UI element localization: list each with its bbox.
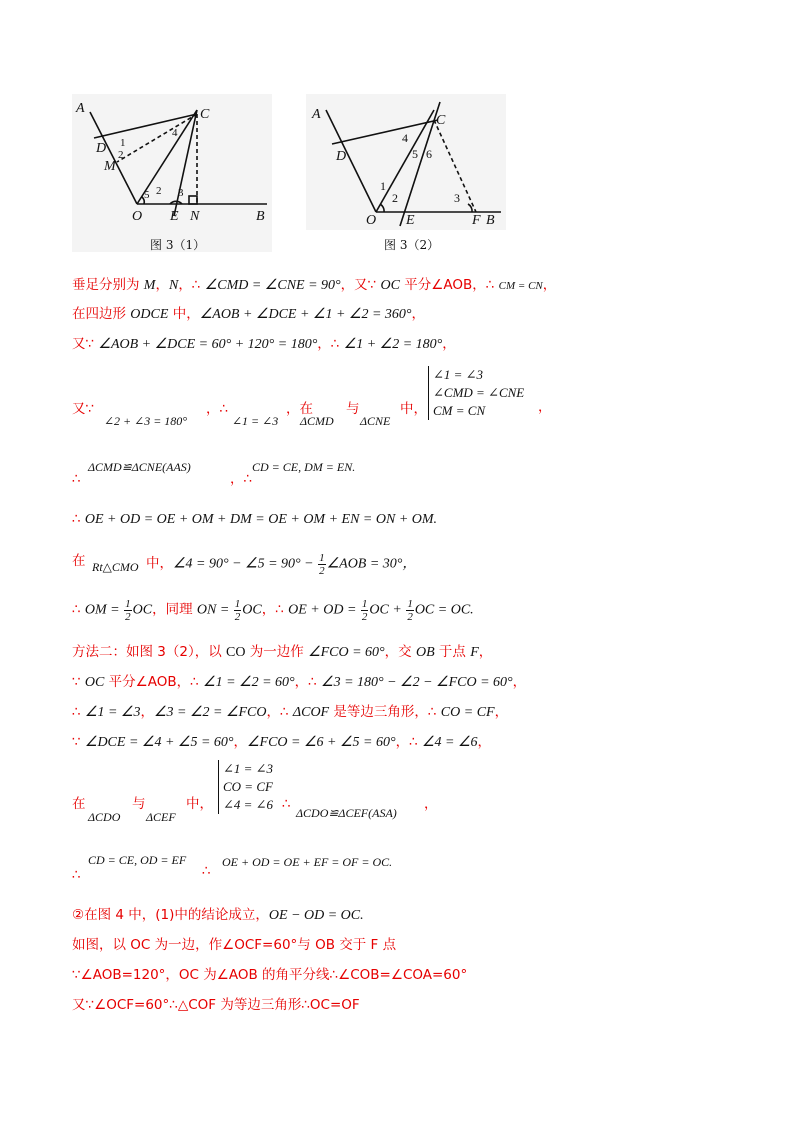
system-1: ∠1 = ∠3 ∠CMD = ∠CNE CM = CN [428, 366, 524, 420]
fig2-angle-5: 5 [412, 147, 418, 161]
fig1-label-B: B [256, 209, 265, 224]
figure-3-2-caption: 图 3（2） [384, 238, 440, 252]
text-line-9: 方法二：如图 3（2），以 CO 为一边作 ∠FCO = 60°，交 OB 于点 F， [72, 644, 493, 660]
l4-sep-5: ， [538, 399, 552, 415]
figure-3-2 [306, 94, 506, 230]
l7-sub: Rt△CMO [92, 560, 139, 574]
text-line-16: 如图，以 OC 为一边，作∠OCF=60°与 OB 交于 F 点 [72, 937, 397, 953]
figure-3-1 [72, 94, 272, 252]
l14-sub-1: CD = CE, OD = EF [88, 853, 187, 867]
text-line-5: ∴ [72, 471, 81, 487]
text-line-14: ∴ [72, 867, 81, 883]
l13-sep-4: ， [424, 796, 438, 812]
fig1-label-N: N [190, 209, 200, 224]
fig2-label-B: B [486, 213, 495, 228]
fig2-label-O: O [366, 213, 377, 228]
l5-sep: ，∴ [230, 471, 253, 487]
system-2: ∠1 = ∠3 CO = CF ∠4 = ∠6 [218, 760, 273, 814]
fig2-angle-4: 4 [402, 131, 408, 145]
text-line-4: 又∵ [72, 401, 95, 417]
fig1-label-M: M [104, 159, 116, 174]
text-line-3: 又∵ ∠AOB + ∠DCE = 60° + 120° = 180°，∴ ∠1 + ∠2 = 180°， [72, 336, 456, 352]
fig1-label-O: O [132, 209, 143, 224]
text-line-8: ∴ OM = $\frac{1}{2}$ OC，同理 ON = $\frac{1}{2}$ OC，∴ OE + OD = $\frac{1}{2}$ OC + $\frac{1}{2}$ OC = OC. [72, 598, 474, 623]
l5-congruence: ΔCMD≌ΔCNE(AAS) [88, 460, 191, 474]
figure-3-2-diagram [306, 94, 506, 230]
fig1-label-A: A [76, 101, 85, 116]
figure-3-1-diagram [72, 94, 272, 252]
l4-sub-3: ΔCMD [300, 414, 334, 428]
l14-sep: ∴ [202, 863, 211, 879]
l4-sep-2: ，在 [286, 401, 313, 417]
l13-sub-2: ΔCEF [146, 810, 176, 824]
fig2-angle-3: 3 [454, 191, 460, 205]
l13-sep-1: 与 [132, 796, 146, 812]
l13-sep-2: 中， [186, 796, 213, 812]
text-line-6: ∴ OE + OD = OE + OM + DM = OE + OM + EN = ON + OM. [72, 511, 438, 527]
fig2-label-A: A [312, 107, 321, 122]
fig1-angle-5: 5 [144, 189, 150, 201]
l7-mid: 中，∠4 = 90° − ∠5 = 90° − $\frac{1}{2}$ ∠AOB = 30°， [146, 552, 417, 577]
l5-result: CD = CE, DM = EN. [252, 460, 356, 474]
fig1-label-D: D [96, 141, 107, 156]
fig2-angle-1: 1 [380, 179, 386, 193]
l4-sep-1: ，∴ [206, 401, 229, 417]
text-line-15: ②在图 4 中，(1)中的结论成立，OE − OD = OC. [72, 907, 364, 923]
l13-sub-1: ΔCDO [88, 810, 121, 824]
l4-sub-1: ∠2 + ∠3 = 180° [104, 414, 188, 428]
text-line-1: 垂足分别为 M，N，∴ ∠CMD = ∠CNE = 90°，又∵ OC 平分∠AOB，∴ CM = CN， [72, 277, 557, 293]
figure-3-1-caption: 图 3（1） [150, 238, 206, 252]
fig2-angle-6: 6 [426, 147, 432, 161]
fig2-label-F: F [472, 213, 481, 228]
fig1-label-C: C [200, 107, 210, 122]
fig1-angle-2: 2 [118, 149, 124, 161]
l13-congruence: ΔCDO≌ΔCEF(ASA) [296, 806, 397, 820]
fig1-angle-2b: 2 [156, 185, 162, 197]
fig2-label-D: D [336, 149, 347, 164]
l4-sub-2: ∠1 = ∠3 [232, 414, 279, 428]
text-line-13: 在 [72, 796, 86, 812]
l4-sep-4: 中， [400, 401, 427, 417]
l14-sub-2: OE + OD = OE + EF = OF = OC. [222, 855, 393, 869]
text-line-18: 又∵∠OCF=60°∴△COF 为等边三角形∴OC=OF [72, 997, 360, 1013]
l4-sep-3: 与 [346, 401, 360, 417]
fig1-angle-4: 4 [172, 127, 178, 139]
fig1-angle-1: 1 [120, 137, 126, 149]
text-line-7: 在 [72, 553, 86, 569]
l4-sub-4: ΔCNE [360, 414, 391, 428]
fig2-label-C: C [436, 113, 446, 128]
fig1-angle-3: 3 [178, 187, 184, 199]
l13-sep-3: ∴ [282, 796, 291, 812]
text-line-17: ∵∠AOB=120°，OC 为∠AOB 的角平分线∴∠COB=∠COA=60° [72, 967, 468, 983]
text-line-2: 在四边形 ODCE 中，∠AOB + ∠DCE + ∠1 + ∠2 = 360°， [72, 306, 426, 322]
text-line-10: ∵ OC 平分∠AOB，∴ ∠1 = ∠2 = 60°，∴ ∠3 = 180° − ∠2 − ∠FCO = 60°， [72, 674, 527, 690]
text-line-11: ∴ ∠1 = ∠3，∠3 = ∠2 = ∠FCO，∴ ΔCOF 是等边三角形，∴ CO = CF， [72, 704, 509, 720]
fig2-label-E: E [406, 213, 415, 228]
text-line-12: ∵ ∠DCE = ∠4 + ∠5 = 60°，∠FCO = ∠6 + ∠5 = 60°，∴ ∠4 = ∠6， [72, 734, 492, 750]
fig2-angle-2: 2 [392, 191, 398, 205]
fig1-label-E: E [170, 209, 179, 224]
